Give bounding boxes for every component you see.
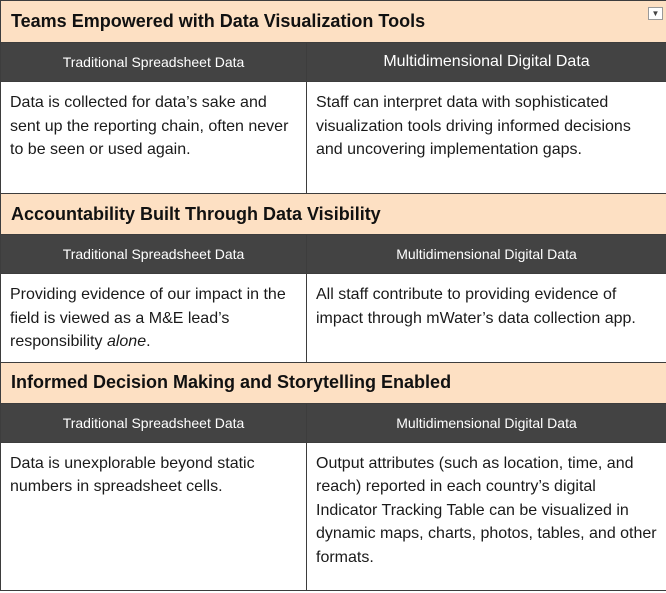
traditional-description: Data is collected for data’s sake and sent up the reporting chain, often never to be seen or used again. <box>1 82 307 194</box>
section-title: Informed Decision Making and Storytelling Enabled <box>1 362 666 403</box>
emphasis-text: alone <box>106 333 147 350</box>
column-header-row <box>1 403 666 442</box>
section-title-row <box>1 194 666 235</box>
section-title-row <box>1 1 666 43</box>
description-end: . <box>146 333 151 350</box>
column-header-multidimensional: Multidimensional Digital Data <box>307 403 666 442</box>
content-row <box>1 274 666 363</box>
content-row <box>1 442 666 590</box>
description-text: Providing evidence of our impact in the field is viewed as a M&E lead’s responsibility <box>10 286 286 350</box>
column-header-multidimensional: Multidimensional Digital Data <box>307 235 666 274</box>
traditional-description: Data is unexplorable beyond static numbers in spreadsheet cells. <box>1 442 307 590</box>
chevron-down-icon[interactable]: ▼ <box>648 7 663 20</box>
column-header-row <box>1 235 666 274</box>
section-title-row <box>1 362 666 403</box>
multidimensional-description: Staff can interpret data with sophisticated visualization tools driving informed decisions and uncovering implementation gaps. <box>307 82 666 194</box>
traditional-description <box>1 274 307 363</box>
multidimensional-description: All staff contribute to providing evidence of impact through mWater’s data collection app. <box>307 274 666 363</box>
column-header-multidimensional: Multidimensional Digital Data <box>307 43 666 82</box>
section-title: Teams Empowered with Data Visualization Tools <box>1 1 666 43</box>
column-header-traditional: Traditional Spreadsheet Data <box>1 43 307 82</box>
multidimensional-description: Output attributes (such as location, time, and reach) reported in each country’s digital Indicator Tracking Table can be visualized in dynamic maps, charts, photos, tables, and other formats. <box>307 442 666 590</box>
column-header-row <box>1 43 666 82</box>
column-header-traditional: Traditional Spreadsheet Data <box>1 235 307 274</box>
column-header-traditional: Traditional Spreadsheet Data <box>1 403 307 442</box>
content-row <box>1 82 666 194</box>
section-title: Accountability Built Through Data Visibility <box>1 194 666 235</box>
